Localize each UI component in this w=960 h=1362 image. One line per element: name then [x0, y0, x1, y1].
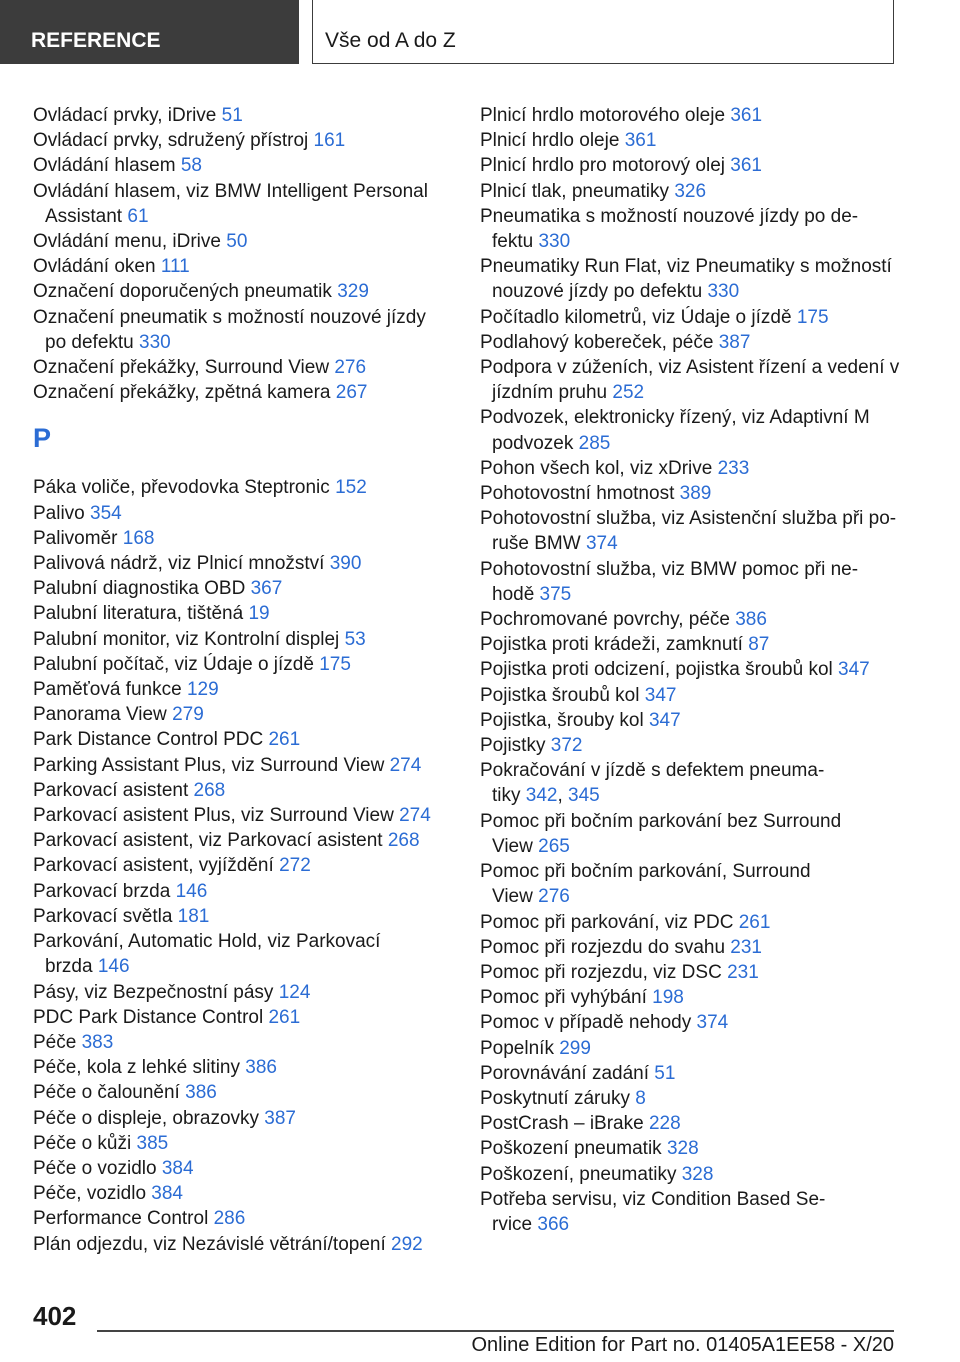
- page-link[interactable]: 387: [264, 1107, 296, 1129]
- page-link[interactable]: 389: [679, 483, 712, 505]
- index-entry: [33, 229, 443, 254]
- entry-term: Péče o čalounění: [33, 1082, 186, 1104]
- index-entry: [480, 1010, 900, 1035]
- page-link[interactable]: 386: [185, 1082, 217, 1104]
- index-entry: [33, 601, 443, 626]
- page-link[interactable]: 387: [718, 331, 751, 353]
- entry-term: Porovnávání zadání: [480, 1062, 655, 1084]
- index-entry: [480, 1061, 900, 1086]
- page-link[interactable]: 124: [278, 981, 311, 1003]
- index-entry: [480, 960, 900, 985]
- page-link[interactable]: 386: [735, 609, 767, 631]
- index-entry: [33, 1106, 443, 1131]
- page-link[interactable]: 274: [389, 754, 422, 776]
- page-link[interactable]: 384: [151, 1183, 183, 1205]
- page-link[interactable]: 326: [674, 180, 707, 202]
- page-link[interactable]: 299: [559, 1037, 591, 1059]
- page-link[interactable]: 265: [538, 835, 570, 857]
- index-entry: [33, 355, 443, 380]
- entry-term: Pohotovostní služba, viz BMW pomoc při ne-: [480, 558, 859, 580]
- page-link[interactable]: 261: [268, 1006, 301, 1028]
- index-entry: [33, 501, 443, 526]
- index-entry: [480, 254, 900, 304]
- page-link[interactable]: 361: [730, 105, 763, 126]
- entry-term: ruše BMW: [492, 533, 586, 555]
- entry-term: Plnicí tlak, pneumatiky: [480, 180, 675, 202]
- index-entry: [33, 904, 443, 929]
- page-link[interactable]: 329: [337, 281, 369, 303]
- page-link[interactable]: 146: [97, 956, 130, 978]
- entry-term: Potřeba servisu, viz Condition Based Se-: [480, 1188, 826, 1210]
- index-entry: [33, 1080, 443, 1105]
- index-entry: [33, 677, 443, 702]
- entry-term: Parkovací asistent Plus, viz Surround View: [33, 805, 400, 827]
- entry-term: Ovládací prvky, iDrive: [33, 105, 222, 126]
- index-entry: [480, 1136, 900, 1161]
- index-entry: [33, 576, 443, 601]
- index-entry: [480, 657, 900, 682]
- index-entry: [33, 803, 443, 828]
- entry-term: Pojistka proti odcizení, pojistka šroubů kol: [480, 659, 839, 681]
- page-link[interactable]: 279: [172, 704, 204, 726]
- index-entry: [480, 506, 900, 556]
- entry-term: Parkovací asistent: [33, 779, 194, 801]
- index-entry: [480, 103, 900, 128]
- index-entry: [33, 128, 443, 153]
- page-link[interactable]: 386: [245, 1057, 277, 1079]
- page-link[interactable]: 198: [652, 987, 684, 1009]
- entry-term: PostCrash – iBrake: [480, 1113, 649, 1135]
- entry-term: Podvozek, elektronicky řízený, viz Adaptivní M: [480, 407, 870, 429]
- edition-note: Online Edition for Part no. 01405A1EE58 - X/20: [471, 1334, 894, 1356]
- entry-term: Pohotovostní služba, viz Asistenční služba při po-: [480, 508, 897, 530]
- page-link[interactable]: 175: [319, 653, 351, 675]
- index-entry: [33, 254, 443, 279]
- page-link[interactable]: 51: [221, 105, 243, 126]
- index-entry: [480, 305, 900, 330]
- entry-term: View: [492, 835, 539, 857]
- page-link[interactable]: 8: [635, 1087, 646, 1109]
- page-link[interactable]: 233: [717, 457, 750, 479]
- index-entry: [480, 1187, 900, 1237]
- page-link[interactable]: 347: [644, 684, 677, 706]
- index-entry: [33, 753, 443, 778]
- entry-term: Park Distance Control PDC: [33, 729, 269, 751]
- index-entry: Pokračování v jízdě s defektem pneuma- tiky 342, 345: [480, 760, 825, 807]
- page-link[interactable]: 374: [585, 533, 618, 555]
- page-link[interactable]: 342: [525, 785, 558, 807]
- entry-term: Pomoc při parkování, viz PDC: [480, 911, 739, 933]
- index-entry: [33, 1156, 443, 1181]
- entry-term: Pojistka proti krádeži, zamknutí: [480, 634, 749, 656]
- index-column-right: [480, 103, 900, 1237]
- entry-term: PDC Park Distance Control: [33, 1006, 269, 1028]
- entry-term: Pomoc při bočním parkování bez Surround: [480, 810, 842, 832]
- index-list: [33, 103, 443, 405]
- entry-term: Parkování, Automatic Hold, viz Parkovací: [33, 931, 381, 953]
- entry-term: Paměťová funkce: [33, 679, 187, 701]
- page-link[interactable]: 267: [335, 382, 368, 404]
- index-entry: [33, 1181, 443, 1206]
- index-entry: [33, 727, 443, 752]
- entry-term: Pojistky: [480, 735, 551, 757]
- entry-term: Péče o kůži: [33, 1132, 137, 1154]
- page-link[interactable]: 384: [161, 1157, 194, 1179]
- entry-term: Ovládání hlasem, viz BMW Intelligent Personal: [33, 180, 428, 202]
- page-link[interactable]: 285: [578, 432, 611, 454]
- entry-term: Palivoměr: [33, 527, 123, 549]
- entry-term: Parkovací brzda: [33, 880, 176, 902]
- page-link[interactable]: 286: [213, 1208, 246, 1230]
- index-entry: [33, 853, 443, 878]
- page-link[interactable]: 361: [624, 130, 657, 152]
- entry-term: Ovládání menu, iDrive: [33, 231, 227, 253]
- page-link[interactable]: 161: [313, 130, 346, 152]
- entry-term: Pohon všech kol, viz xDrive: [480, 457, 718, 479]
- page-link[interactable]: 354: [90, 502, 122, 524]
- entry-term: tiky: [492, 785, 526, 807]
- entry-term: Péče, vozidlo: [33, 1183, 152, 1205]
- entry-term: Ovládání hlasem: [33, 155, 181, 177]
- page-link[interactable]: 50: [226, 231, 248, 253]
- page-link[interactable]: 330: [139, 331, 171, 353]
- entry-term: Pojistka, šrouby kol: [480, 709, 649, 731]
- index-entry: [33, 1131, 443, 1156]
- page-link[interactable]: 58: [180, 155, 202, 177]
- index-column-left: [33, 103, 443, 1257]
- page-link[interactable]: 231: [730, 936, 762, 958]
- entry-term: Pneumatiky Run Flat, viz Pneumatiky s možností: [480, 256, 892, 278]
- entry-term: Assistant: [45, 205, 128, 227]
- page-link[interactable]: 383: [81, 1031, 114, 1053]
- index-entry: [33, 627, 443, 652]
- page-link[interactable]: 390: [329, 553, 362, 575]
- index-entry: [33, 980, 443, 1005]
- page-link[interactable]: 328: [666, 1138, 699, 1160]
- entry-term: fektu: [492, 231, 539, 253]
- index-entry: [33, 828, 443, 853]
- index-entry: [480, 204, 900, 254]
- page-link[interactable]: 276: [538, 886, 570, 908]
- entry-term: brzda: [45, 956, 98, 978]
- page-link[interactable]: 231: [727, 961, 759, 983]
- index-entry: [33, 879, 443, 904]
- page-link[interactable]: 268: [387, 830, 420, 852]
- entry-term: Pochromované povrchy, péče: [480, 609, 736, 631]
- index-entry: [480, 607, 900, 632]
- entry-term: Podpora v zúženích, viz Asistent řízení a vedení v: [480, 357, 900, 379]
- index-entry: [33, 1005, 443, 1030]
- entry-term: Pomoc při rozjezdu do svahu: [480, 936, 731, 958]
- page-link[interactable]: 347: [838, 659, 870, 681]
- entry-term: Pomoc při bočním parkování, Surround: [480, 861, 811, 883]
- page-title: Vše od A do Z: [312, 0, 894, 64]
- page-link[interactable]: 367: [250, 578, 283, 600]
- entry-term: Péče o vozidlo: [33, 1157, 162, 1179]
- entry-term: Označení doporučených pneumatik: [33, 281, 338, 303]
- entry-term: Performance Control: [33, 1208, 214, 1230]
- entry-term: jízdním pruhu: [492, 382, 613, 404]
- page-link[interactable]: 276: [334, 357, 367, 379]
- entry-term: Páka voliče, převodovka Steptronic: [33, 477, 336, 499]
- page-link[interactable]: 345: [568, 785, 600, 807]
- entry-term: Palubní počítač, viz Údaje o jízdě: [33, 653, 320, 675]
- entry-term: Pohotovostní hmotnost: [480, 483, 680, 505]
- page-link[interactable]: 51: [654, 1062, 676, 1084]
- index-entry: [33, 1206, 443, 1231]
- page-link[interactable]: 347: [648, 709, 681, 731]
- entry-term: nouzové jízdy po defektu: [492, 281, 708, 303]
- entry-term: Označení pneumatik s možností nouzové jízdy: [33, 306, 426, 328]
- page-link[interactable]: 268: [193, 779, 226, 801]
- index-entry: [33, 153, 443, 178]
- page-link[interactable]: 175: [796, 306, 829, 328]
- index-entry: [480, 632, 900, 657]
- index-entry: [480, 809, 900, 859]
- index-entry: [480, 1086, 900, 1111]
- entry-term: Poskytnutí záruky: [480, 1087, 636, 1109]
- entry-term: Péče: [33, 1031, 82, 1053]
- index-entry: [33, 475, 443, 500]
- index-entry: [480, 153, 900, 178]
- page-link[interactable]: 19: [248, 603, 270, 625]
- entry-term: Parkovací asistent, viz Parkovací asistent: [33, 830, 388, 852]
- index-entry: [33, 305, 443, 355]
- page-link[interactable]: 292: [391, 1233, 423, 1255]
- entry-term: rvice: [492, 1213, 538, 1235]
- section-tab: REFERENCE: [0, 0, 299, 64]
- index-entry: [480, 1162, 900, 1187]
- entry-term: Parking Assistant Plus, viz Surround View: [33, 754, 390, 776]
- index-entry: [480, 557, 900, 607]
- entry-term: Palivo: [33, 502, 91, 524]
- index-list: [33, 475, 443, 1256]
- index-entry: [33, 380, 443, 405]
- entry-term: po defektu: [45, 331, 140, 353]
- index-entry: [480, 935, 900, 960]
- index-entry: [480, 859, 900, 909]
- index-entry: [480, 910, 900, 935]
- entry-term: Pomoc při vyhýbání: [480, 987, 653, 1009]
- entry-term: View: [492, 886, 539, 908]
- entry-term: Plnicí hrdlo motorového oleje: [480, 105, 731, 126]
- entry-term: Plnicí hrdlo oleje: [480, 130, 625, 152]
- index-list: [480, 103, 900, 1237]
- index-entry: [480, 683, 900, 708]
- page-link[interactable]: 272: [279, 855, 311, 877]
- section-letter: P: [33, 423, 52, 454]
- entry-term: Palubní diagnostika OBD: [33, 578, 251, 600]
- entry-term: Panorama View: [33, 704, 173, 726]
- index-entry: [480, 128, 900, 153]
- entry-term: Palubní literatura, tištěná: [33, 603, 249, 625]
- entry-term: Pásy, viz Bezpečnostní pásy: [33, 981, 279, 1003]
- page-link[interactable]: 252: [612, 382, 645, 404]
- index-entry: [33, 1232, 443, 1257]
- index-entry: [480, 733, 900, 758]
- page-link[interactable]: 361: [730, 155, 762, 177]
- entry-term: Počítadlo kilometrů, viz Údaje o jízdě: [480, 306, 797, 328]
- page-link[interactable]: 152: [335, 477, 367, 499]
- entry-term: Pomoc při rozjezdu, viz DSC: [480, 961, 728, 983]
- page-link[interactable]: 330: [538, 231, 571, 253]
- page-link[interactable]: 87: [748, 634, 770, 656]
- page-link[interactable]: 168: [122, 527, 155, 549]
- index-entry: [480, 456, 900, 481]
- entry-term: Pneumatika s možností nouzové jízdy po de-: [480, 205, 859, 227]
- index-entry: [480, 330, 900, 355]
- index-entry: [480, 355, 900, 405]
- page-link[interactable]: 385: [136, 1132, 169, 1154]
- index-entry: [480, 1111, 900, 1136]
- entry-term: podvozek: [492, 432, 579, 454]
- page-number: 402: [33, 1301, 77, 1331]
- index-entry: [33, 179, 443, 229]
- entry-term: Parkovací asistent, vyjíždění: [33, 855, 280, 877]
- page-link[interactable]: 374: [696, 1012, 729, 1034]
- entry-term: Plán odjezdu, viz Nezávislé větrání/topení: [33, 1233, 392, 1255]
- entry-term: Parkovací světla: [33, 905, 178, 927]
- entry-term: Ovládání oken: [33, 256, 161, 278]
- index-entry: [480, 179, 900, 204]
- page-link[interactable]: 330: [707, 281, 740, 303]
- entry-term: Palubní monitor, viz Kontrolní displej: [33, 628, 345, 650]
- entry-term: Palivová nádrž, viz Plnicí množství: [33, 553, 330, 575]
- index-entry: [480, 405, 900, 455]
- entry-term: Popelník: [480, 1037, 560, 1059]
- entry-term: hodě: [492, 583, 540, 605]
- index-entry: [33, 929, 443, 979]
- entry-term: Plnicí hrdlo pro motorový olej: [480, 155, 731, 177]
- entry-term: Označení překážky, Surround View: [33, 357, 335, 379]
- entry-term: Pomoc v případě nehody: [480, 1012, 697, 1034]
- entry-term: Poškození, pneumatiky: [480, 1163, 682, 1185]
- entry-term: Poškození pneumatik: [480, 1138, 667, 1160]
- index-entry: [33, 1030, 443, 1055]
- entry-term: Označení překážky, zpětná kamera: [33, 382, 336, 404]
- page-link[interactable]: 129: [186, 679, 219, 701]
- page-link[interactable]: 261: [738, 911, 771, 933]
- page-link[interactable]: 366: [537, 1213, 570, 1235]
- index-entry: [33, 279, 443, 304]
- page-link[interactable]: 53: [344, 628, 366, 650]
- page-link[interactable]: 372: [550, 735, 583, 757]
- entry-term: Ovládací prvky, sdružený přístroj: [33, 130, 314, 152]
- entry-term: Péče, kola z lehké slitiny: [33, 1057, 246, 1079]
- entry-term: Pojistka šroubů kol: [480, 684, 645, 706]
- page-link[interactable]: 261: [268, 729, 301, 751]
- index-entry: [480, 985, 900, 1010]
- index-entry: [33, 778, 443, 803]
- index-entry: [33, 103, 443, 128]
- page-link[interactable]: 375: [539, 583, 572, 605]
- index-entry: [33, 1055, 443, 1080]
- index-entry: [33, 526, 443, 551]
- entry-term: Podlahový kobereček, péče: [480, 331, 719, 353]
- page-link[interactable]: 181: [177, 905, 210, 927]
- page-link[interactable]: 228: [648, 1113, 681, 1135]
- index-entry: [33, 551, 443, 576]
- page-link[interactable]: 61: [127, 205, 149, 227]
- footer-divider: [97, 1330, 894, 1332]
- page-link[interactable]: 328: [681, 1163, 714, 1185]
- index-entry: [480, 1036, 900, 1061]
- index-entry: [480, 481, 900, 506]
- page-link[interactable]: 274: [399, 805, 431, 827]
- entry-term: Pokračování v jízdě s defektem pneuma-: [480, 760, 825, 782]
- index-entry: [33, 652, 443, 677]
- entry-term: Péče o displeje, obrazovky: [33, 1107, 265, 1129]
- page-link[interactable]: 111: [160, 256, 190, 278]
- index-entry: [480, 708, 900, 733]
- page-link[interactable]: 146: [175, 880, 208, 902]
- index-entry: [33, 702, 443, 727]
